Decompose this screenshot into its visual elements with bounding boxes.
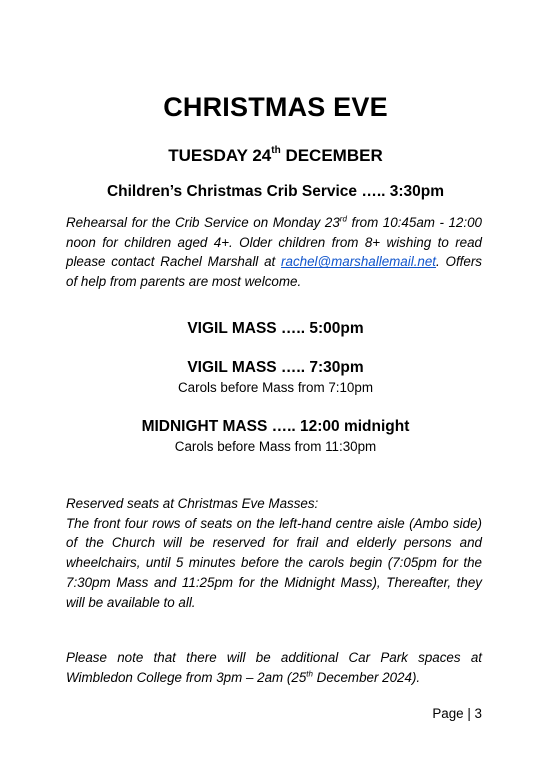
page-title: CHRISTMAS EVE [163,92,388,122]
crib-service-heading: Children’s Christmas Crib Service ….. 3:30pm [106,183,445,200]
mass-vigil-730pm [0,359,551,395]
reserved-seats-section [66,494,482,612]
rehearsal-text-1: Rehearsal for the Crib Service on Monday 23 [66,215,340,230]
reserved-body: The front four rows of seats on the left-hand centre aisle (Ambo side) of the Church will be reserved for frail and elderly persons and wheelchairs, until 5 minutes before the carols begin (7:05pm for the 7:30pm Mass and 11:25pm for the Midnight Mass), Thereafter, they will be available to all. [66,515,482,610]
event-date [0,146,551,166]
mass-vigil-5pm [0,320,551,338]
mass-subtitle: Carols before Mass from 7:10pm [178,380,373,395]
car-park-notice [66,648,482,687]
rehearsal-text-3: . Offers of help from parents are most welcome. [66,254,482,290]
rehearsal-text-2: from 10:45am - 12:00 noon for children aged 4+. Older children from 8+ wishing to read please contact Rachel Marshall at [66,215,482,270]
rehearsal-sup: rd [339,214,347,224]
email-link[interactable]: rachel@marshallemail.net [281,254,437,270]
mass-subtitle: Carols before Mass from 11:30pm [174,439,377,454]
mass-title: VIGIL MASS ….. 5:00pm [187,320,364,337]
date-number: 24 [252,146,272,165]
mass-midnight [0,418,551,454]
date-month: DECEMBER [280,146,383,165]
page-number: Page | 3 [432,706,482,721]
car-park-text-1: Please note that there will be additional Car Park spaces at Wimbledon College from 3pm – 2am (25 [66,650,482,685]
rehearsal-paragraph [66,213,482,292]
mass-title: VIGIL MASS ….. 7:30pm [187,359,364,376]
date-day: TUESDAY [168,146,253,165]
car-park-text-2: December 2024). [312,669,421,685]
date-suffix: th [271,145,281,157]
car-park-sup: th [306,669,313,679]
reserved-heading: Reserved seats at Christmas Eve Masses: [66,496,319,511]
mass-title: MIDNIGHT MASS ….. 12:00 midnight [141,418,410,435]
